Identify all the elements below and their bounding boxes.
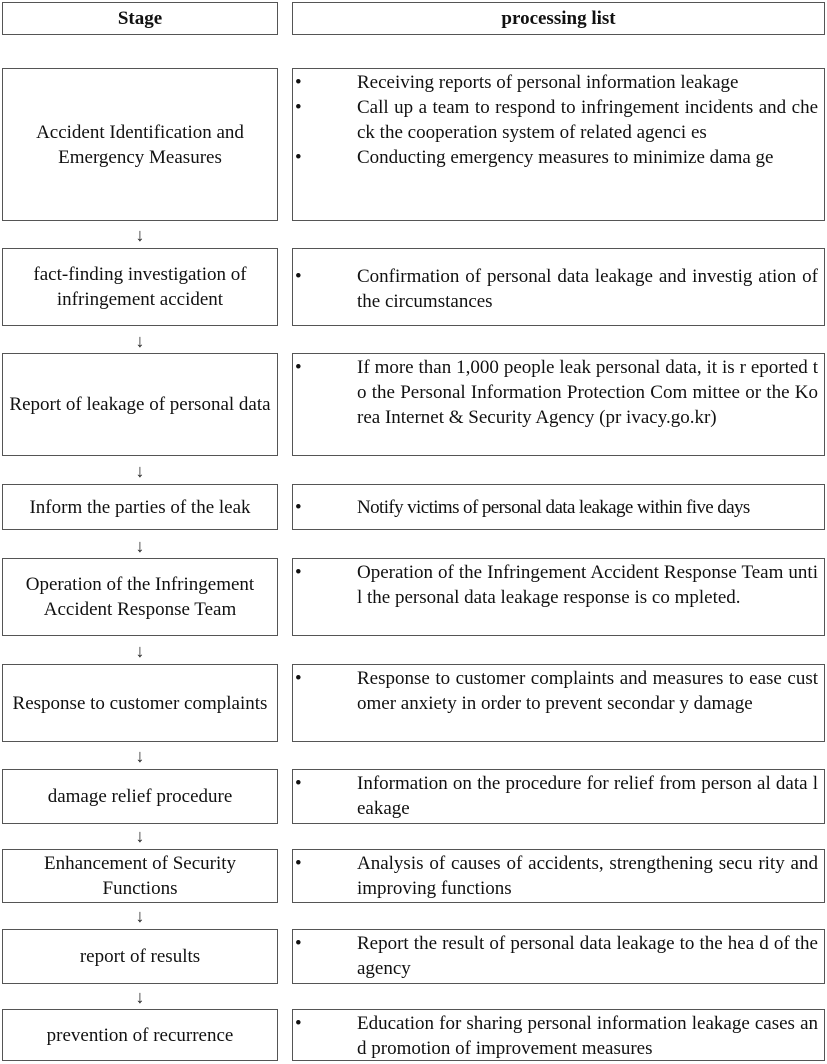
- processing-box-accident-identification: [292, 68, 825, 221]
- process-item: [293, 70, 818, 95]
- bullet-icon: •: [295, 97, 302, 118]
- process-item-text: Education for sharing personal information leakage cases and promotion of improvement measures: [357, 1013, 818, 1059]
- down-arrow-icon: ↓: [135, 826, 145, 846]
- down-arrow-icon: ↓: [135, 225, 145, 245]
- bullet-icon: •: [295, 668, 302, 689]
- stage-box-response-team: [2, 558, 278, 636]
- stage-label: prevention of recurrence: [46, 1024, 234, 1046]
- stage-box-inform-parties: [2, 484, 278, 530]
- processing-header-label: processing list: [501, 7, 616, 29]
- stage-box-prevention: [2, 1009, 278, 1061]
- bullet-icon: •: [295, 357, 302, 378]
- processing-box-damage-relief: [292, 769, 825, 824]
- process-item-text: Report the result of personal data leakage to the hea d of the agency: [357, 933, 818, 979]
- processing-box-report-results: [292, 929, 825, 984]
- stage-box-damage-relief: [2, 769, 278, 824]
- stage-label: Enhancement of Security Functions: [43, 853, 237, 899]
- processing-box-response-team: [292, 558, 825, 636]
- process-item-text: Response to customer complaints and measures to ease customer anxiety in order to prevent secondar y damage: [357, 668, 818, 714]
- process-item: [293, 666, 818, 716]
- process-item: [293, 495, 818, 520]
- stage-box-customer-complaints: [2, 664, 278, 742]
- down-arrow-icon: ↓: [135, 331, 145, 351]
- process-item-text: Confirmation of personal data leakage and investig ation of the circumstances: [357, 266, 818, 312]
- processing-box-inform-parties: [292, 484, 825, 530]
- bullet-icon: •: [295, 853, 302, 874]
- stage-box-fact-finding: [2, 248, 278, 326]
- bullet-icon: •: [295, 497, 302, 518]
- process-item: [293, 851, 818, 901]
- process-item: [293, 264, 818, 314]
- processing-column-header: [292, 2, 825, 35]
- process-item-text: Call up a team to respond to infringement incidents and check the cooperation system of related agenci es: [357, 97, 818, 143]
- bullet-icon: •: [295, 266, 302, 287]
- process-item-text: Analysis of causes of accidents, strengthening secu rity and improving functions: [357, 853, 818, 899]
- stage-label: damage relief procedure: [47, 786, 233, 807]
- process-item-text: Receiving reports of personal information leakage: [357, 72, 739, 93]
- process-item: [293, 771, 818, 821]
- down-arrow-icon: ↓: [135, 906, 145, 926]
- process-item: [293, 355, 818, 430]
- process-item: [293, 145, 818, 170]
- process-item: [293, 560, 818, 610]
- down-arrow-icon: ↓: [135, 536, 145, 556]
- processing-box-security-enhancement: [292, 849, 825, 903]
- bullet-icon: •: [295, 1013, 302, 1034]
- process-item-text: Conducting emergency measures to minimize dama ge: [357, 147, 774, 168]
- stage-label: report of results: [79, 946, 201, 967]
- stage-label: Inform the parties of the leak: [29, 496, 251, 518]
- process-item: [293, 95, 818, 145]
- process-item: [293, 931, 818, 981]
- process-item-text: Information on the procedure for relief from person al data leakage: [357, 773, 818, 819]
- process-item: [293, 1011, 818, 1061]
- down-arrow-icon: ↓: [135, 461, 145, 481]
- bullet-icon: •: [295, 147, 302, 168]
- process-item-text: Notify victims of personal data leakage within five days: [357, 497, 750, 518]
- process-item-text: Operation of the Infringement Accident Response Team until the personal data leakage response is co mpleted.: [357, 562, 818, 608]
- stage-header-label: Stage: [117, 7, 163, 29]
- down-arrow-icon: ↓: [135, 746, 145, 766]
- processing-box-report-leakage: [292, 353, 825, 456]
- process-item-text: If more than 1,000 people leak personal data, it is r eported to the Personal Information Protection Com mittee or the Korea Internet & Security Agency (pr ivacy.go.kr): [357, 357, 818, 428]
- bullet-icon: •: [295, 933, 302, 954]
- stage-label: fact-finding investigation of infringement accident: [33, 264, 247, 310]
- bullet-icon: •: [295, 72, 302, 93]
- stage-box-accident-identification: [2, 68, 278, 221]
- down-arrow-icon: ↓: [135, 987, 145, 1007]
- processing-box-prevention: [292, 1009, 825, 1061]
- processing-box-fact-finding: [292, 248, 825, 326]
- stage-label: Report of leakage of personal data: [9, 394, 271, 415]
- down-arrow-icon: ↓: [135, 641, 145, 661]
- stage-label: Operation of the Infringement Accident Response Team: [25, 574, 255, 620]
- stage-box-report-results: [2, 929, 278, 984]
- stage-label: Accident Identification and Emergency Measures: [36, 121, 244, 168]
- processing-box-customer-complaints: [292, 664, 825, 742]
- bullet-icon: •: [295, 773, 302, 794]
- bullet-icon: •: [295, 562, 302, 583]
- stage-box-security-enhancement: [2, 849, 278, 903]
- stage-column-header: [2, 2, 278, 35]
- stage-label: Response to customer complaints: [12, 692, 268, 714]
- stage-box-report-leakage: [2, 353, 278, 456]
